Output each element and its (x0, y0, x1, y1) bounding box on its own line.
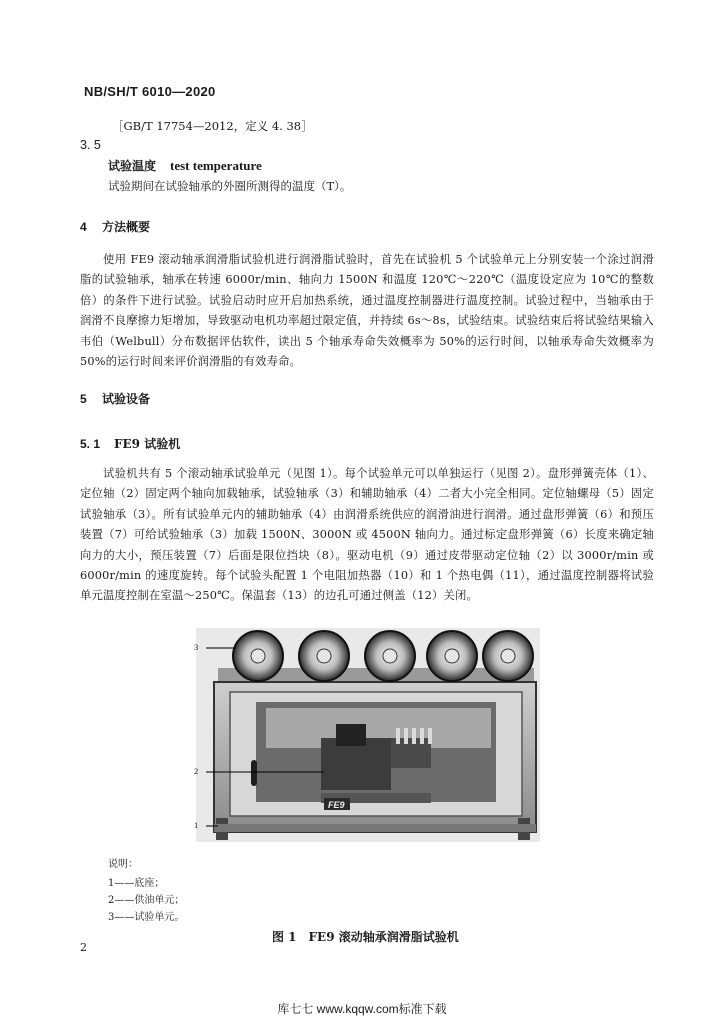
clause-number: 3. 5 (80, 138, 101, 152)
machine-plate-label: FE9 (328, 800, 345, 810)
section-4-heading (80, 218, 150, 235)
section-4-paragraph: 使用 FE9 滚动轴承润滑脂试验机进行润滑脂试验时，首先在试验机 5 个试验单元上分别安装一个涂过润滑脂的试验轴承，轴承在转速 6000r/min、轴向力 1500N 和温度 120℃～220℃（温度设定应为 10℃的整数倍）的条件下进行试验。试验启动时应开启加热系统，通过温度控制器进行温度控制。试验过程中，当轴承由于润滑不良摩擦力矩增加，导致驱动电机功率超过限定值，并持续 6s～8s，试验结束。试验结束后将试验结果输入韦伯（Welbull）分布数据评估软件，读出 5 个轴承寿命失效概率为 50%的运行时间，以轴承寿命失效概率为 50%的运行时间来评价润滑脂的有效寿命。 (80, 253, 654, 369)
term-zh: 试验温度 (108, 159, 157, 173)
footer-watermark: 库七七 www.kqqw.com标准下载 (277, 1002, 447, 1016)
section-5-title: 试验设备 (102, 392, 151, 406)
callout-2: 2 (194, 766, 199, 776)
callout-1: 1 (194, 820, 199, 830)
standard-code: NB/SH/T 6010—2020 (84, 84, 216, 99)
section-5-number: 5 (80, 392, 87, 406)
section-4-number: 4 (80, 220, 87, 234)
section-5-1-number: 5. 1 (80, 437, 101, 451)
legend-item-1: 1——底座； (108, 878, 165, 889)
section-4-body (80, 250, 654, 372)
legend-title: 说明： (108, 859, 138, 870)
figure-caption: 图 1 FE9 滚动轴承润滑脂试验机 (272, 930, 459, 944)
term-heading (108, 157, 262, 174)
section-5-1-paragraph: 试验机共有 5 个滚动轴承试验单元（见图 1）。每个试验单元可以单独运行（见图 2）。盘形弹簧壳体（1）、定位轴（2）固定两个轴向加载轴承，试验轴承（3）和辅助轴承（4）二者大小完全相同。定位轴螺母（5）固定试验轴承（3）。所有试验单元内的辅助轴承（4）由润滑系统供应的润滑油进行润滑。通过盘形弹簧（6）和预压装置（7）可给试验轴承（3）加载 1500N、3000N 或 4500N 轴向力。通过标定盘形弹簧（6）长度来确定轴向力的大小，预压装置（7）后面是限位挡块（8）。驱动电机（9）通过皮带驱动定位轴（2）以 3000r/min 或 6000r/min 的速度旋转。每个试验头配置 1 个电阻加热器（10）和 1 个热电偶（11），通过温度控制器将试验单元温度控制在室温～250℃。保温套（13）的边孔可通过侧盖（12）关闭。 (80, 467, 654, 603)
legend-item-3: 3——试验单元。 (108, 912, 185, 923)
section-5-heading (80, 390, 150, 407)
section-5-1-body (80, 464, 654, 607)
page-number: 2 (80, 941, 87, 954)
section-5-1-heading (80, 435, 180, 452)
term-definition: 试验期间在试验轴承的外圈所测得的温度（T）。 (108, 179, 352, 193)
machine-photo (196, 628, 540, 842)
section-5-1-title: FE9 试验机 (114, 437, 181, 451)
callout-3: 3 (194, 642, 199, 652)
reference-citation: ［GB/T 17754—2012，定义 4. 38］ (112, 119, 313, 133)
section-4-title: 方法概要 (102, 220, 151, 234)
term-en: test temperature (170, 158, 262, 173)
legend-item-2: 2——供油单元； (108, 895, 185, 906)
